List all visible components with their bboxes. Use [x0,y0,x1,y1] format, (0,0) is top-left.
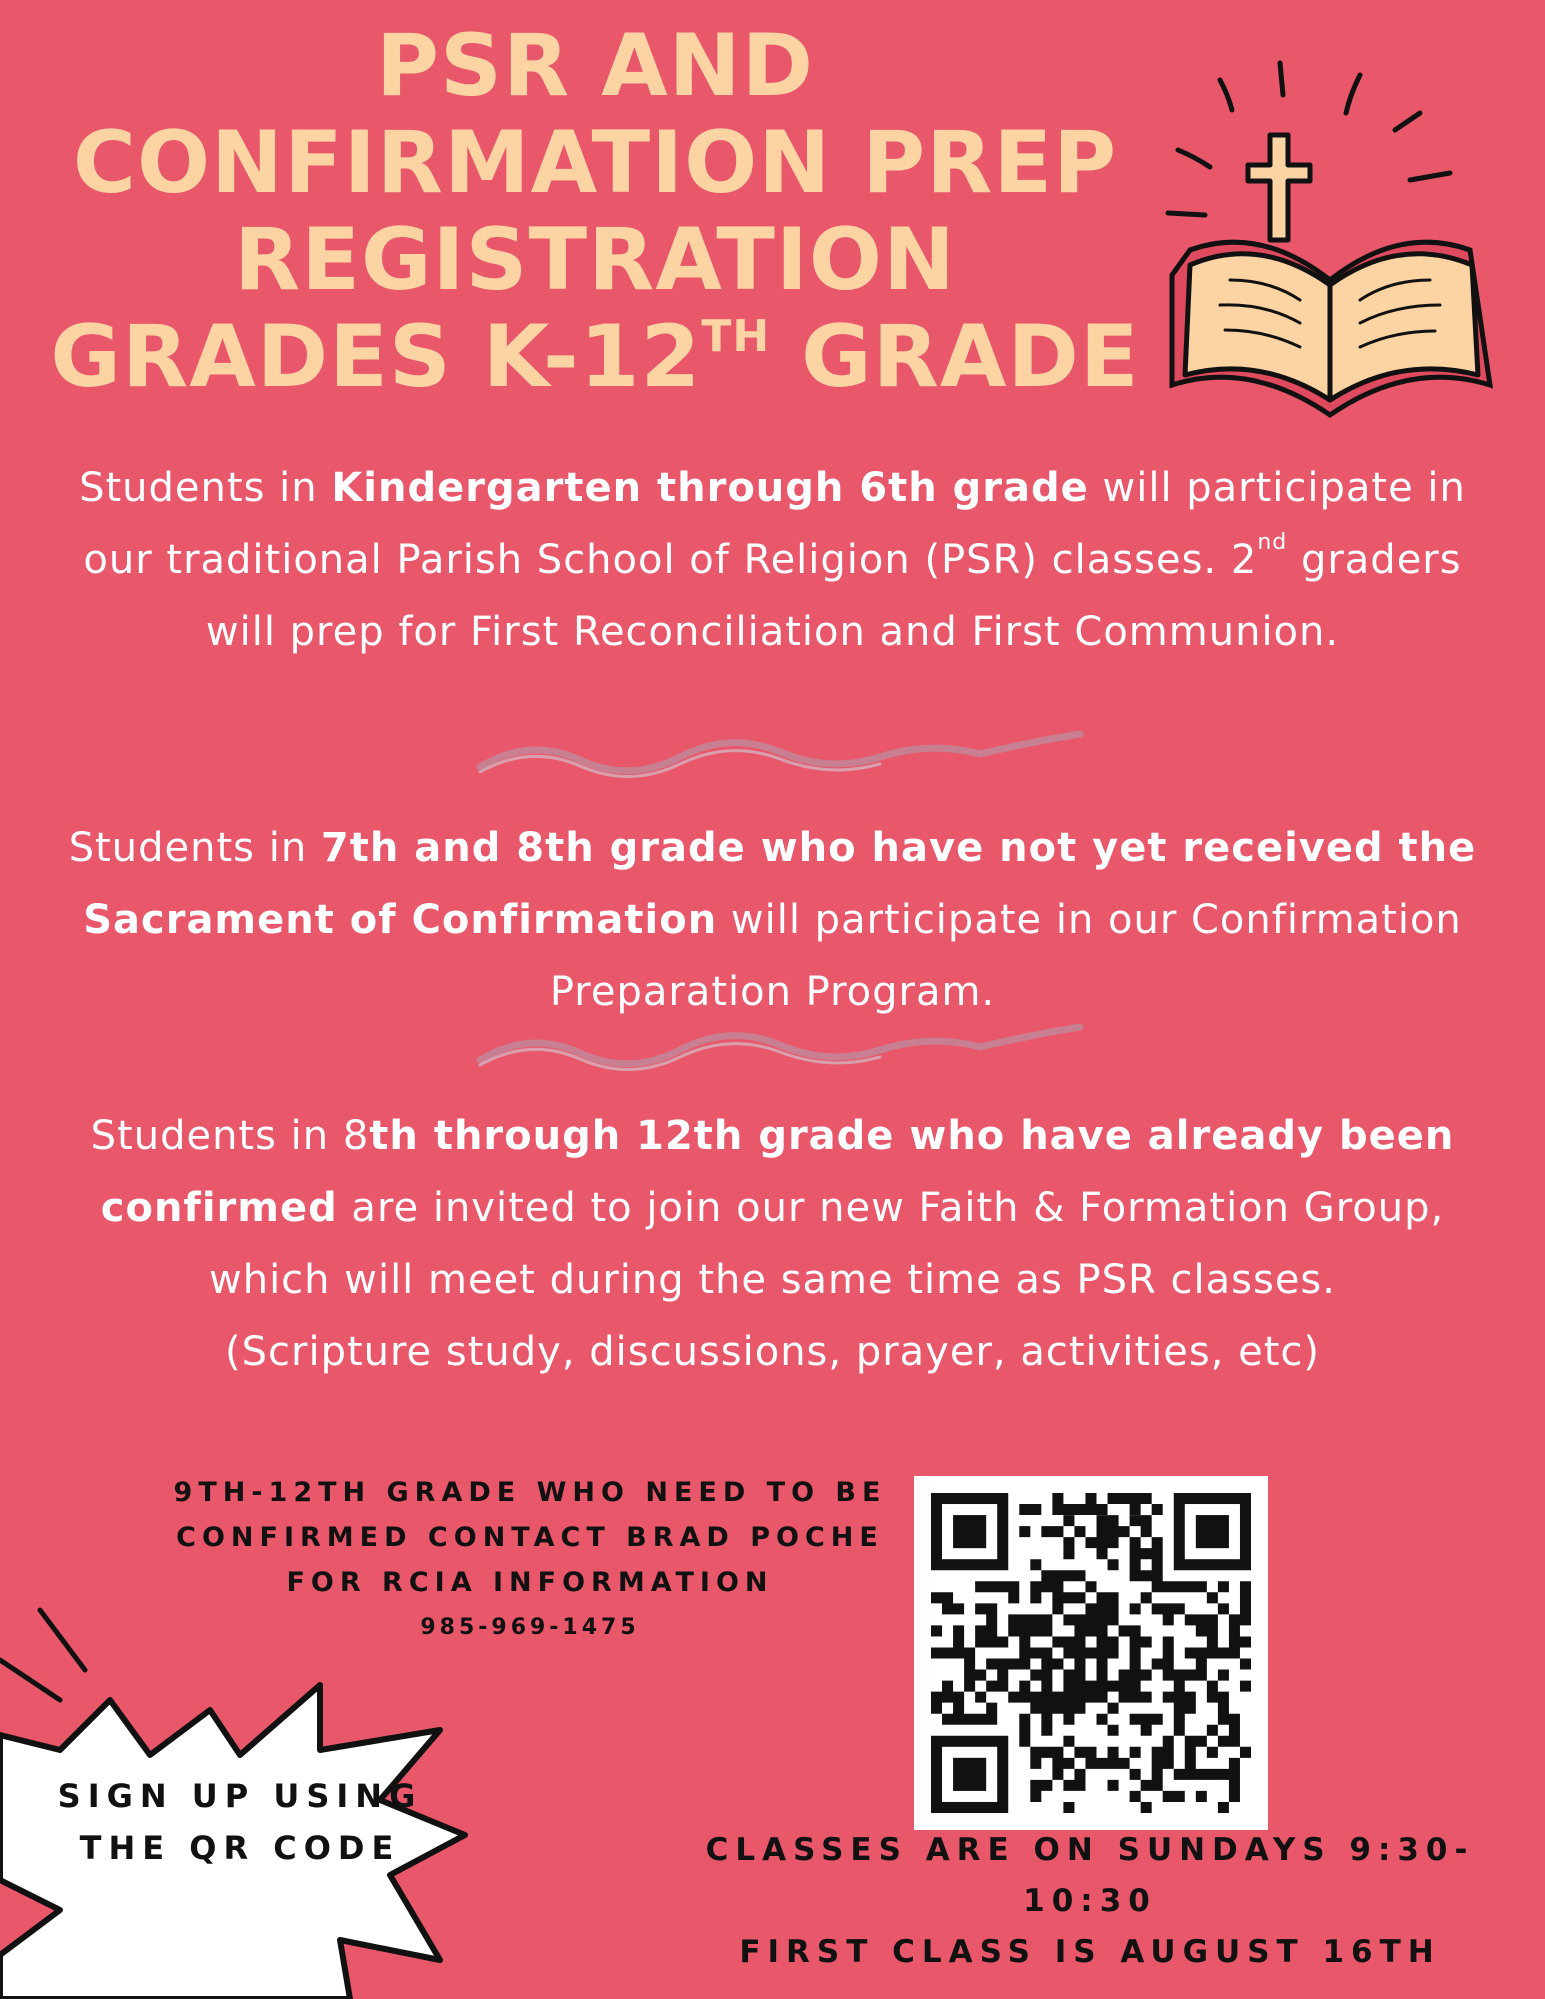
title-line-3: REGISTRATION [233,210,956,310]
title-line-1: PSR AND [375,16,815,116]
qr-finder-pattern [931,1736,1008,1813]
signup-line-2: THE QR CODE [79,1829,401,1867]
p2-text-a: Students in [68,825,321,871]
p1-text-c: will participate in our traditional Parish School of Religion (PSR) classes. 2 [83,465,1466,583]
class-schedule [640,1825,1540,1978]
qr-finder-pattern [931,1493,1008,1570]
p3-text-c: are invited to join our new Faith & Formation Group, which will meet during the same time as PSR classes. [209,1185,1445,1303]
paragraph-psr [60,452,1485,668]
flyer-title [30,18,1160,406]
p1-superscript: nd [1257,530,1288,555]
title-superscript: TH [701,311,771,362]
qr-code-icon[interactable] [914,1476,1268,1830]
p2-bold: 7th and 8th grade who have not yet received the Sacrament of Confirmation [83,825,1477,943]
paragraph-confirmation [60,812,1485,1028]
contact-phone: 985-969-1475 [420,1615,640,1640]
schedule-line-1: CLASSES ARE ON SUNDAYS 9:30-10:30 [705,1832,1475,1919]
schedule-line-2: FIRST CLASS IS AUGUST 16TH [739,1934,1441,1970]
contact-line-1: 9TH-12TH GRADE WHO NEED TO BE [173,1477,887,1508]
p3-text-a: Students in 8 [90,1113,370,1159]
signup-callout [40,1770,440,1874]
p3-note: (Scripture study, discussions, prayer, activities, etc) [225,1329,1320,1375]
qr-finder-pattern [1174,1493,1251,1570]
title-line-4-end: GRADE [770,307,1140,407]
title-line-2: CONFIRMATION PREP [72,113,1118,213]
squiggle-divider [470,1015,1090,1085]
p1-text-a: Students in [79,465,332,511]
p3-bold: th through 12th grade who have already been confirmed [100,1113,1455,1231]
paragraph-faith-formation [60,1100,1485,1388]
title-line-4-main: GRADES K-12 [50,307,702,407]
squiggle-divider [470,722,1090,792]
p2-text-c: will participate in our Confirmation Preparation Program. [549,897,1462,1015]
p1-bold: Kindergarten through 6th grade [331,465,1089,511]
contact-line-2: CONFIRMED CONTACT BRAD POCHE [176,1522,884,1553]
title-line-4 [30,309,1160,406]
bible-with-cross-icon [1150,55,1510,435]
contact-line-3: FOR RCIA INFORMATION [286,1567,774,1598]
signup-line-1: SIGN UP USING [57,1777,423,1815]
p1-text-d: graders will prep for First Reconciliation and First Communion. [205,537,1462,655]
